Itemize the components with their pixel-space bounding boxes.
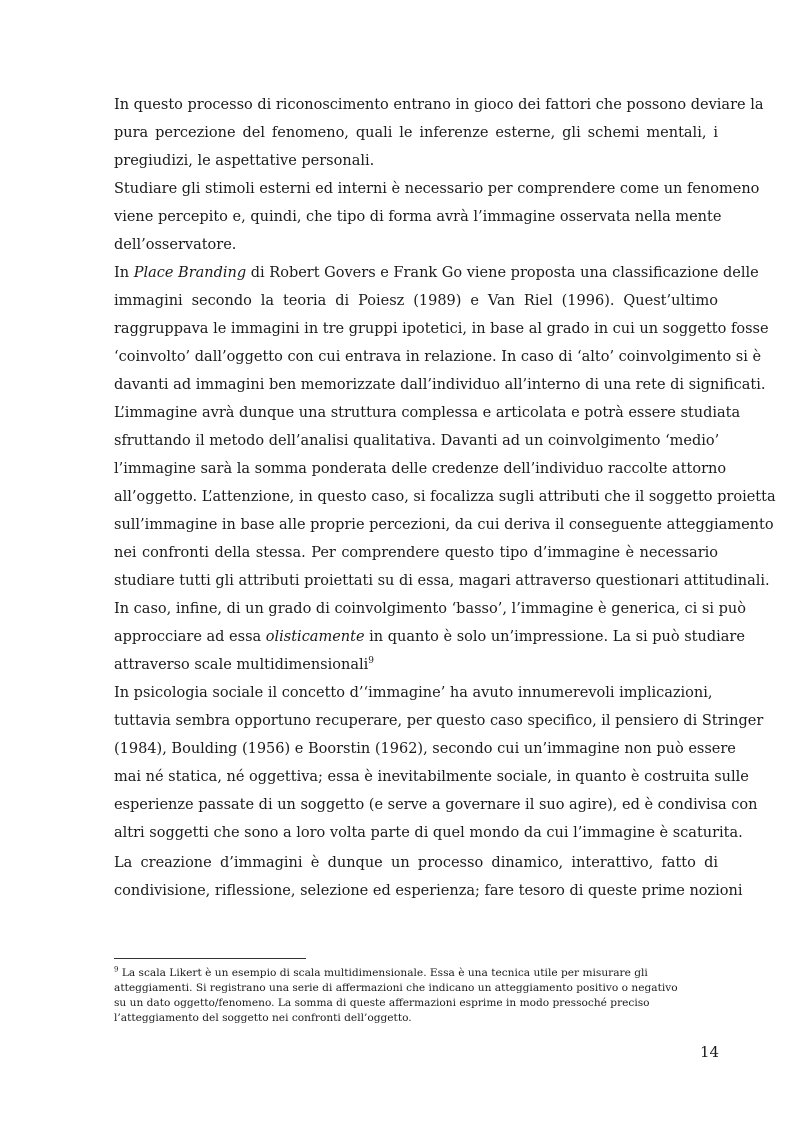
body-line: (1984), Boulding (1956) e Boorstin (1962), secondo cui un’immagine non può essere (114, 741, 736, 757)
line-text: di Robert Govers e Frank Go viene proposta una classificazione delle (246, 265, 759, 281)
body-line: l’immagine sarà la somma ponderata delle credenze dell’individuo raccolte attorno (114, 461, 727, 477)
body-line: tuttavia sembra opportuno recuperare, per questo caso specifico, il pensiero di Stringer (114, 713, 764, 729)
footnote-separator (114, 958, 306, 959)
body-line: L’immagine avrà dunque una struttura complessa e articolata e potrà essere studiata (114, 405, 741, 421)
body-line: In questo processo di riconoscimento entrano in gioco dei fattori che possono deviare la (114, 97, 764, 113)
body-line: mai né statica, né oggettiva; essa è inevitabilmente sociale, in quanto è costruita sulle (114, 769, 749, 785)
body-line: nei confronti della stessa. Per comprendere questo tipo d’immagine è necessario (114, 545, 718, 561)
footnote-number: 9 (114, 965, 119, 974)
line-text: approcciare ad essa (114, 629, 266, 645)
line-text: in quanto è solo un’impressione. La si può studiare (364, 629, 745, 645)
footnote-line: atteggiamenti. Si registrano una serie di affermazioni che indicano un atteggiamento positivo o negativo (114, 982, 678, 994)
body-line (114, 651, 718, 679)
footnote-text: La scala Likert è un esempio di scala multidimensionale. Essa è una tecnica utile per misurare gli (118, 967, 648, 979)
body-line: raggruppava le immagini in tre gruppi ipotetici, in base al grado in cui un soggetto fosse (114, 321, 769, 337)
body-line (114, 259, 759, 287)
footnote-line (114, 966, 724, 981)
body-line: sull’immagine in base alle proprie percezioni, da cui deriva il conseguente atteggiamento (114, 517, 774, 533)
body-line: pregiudizi, le aspettative personali. (114, 153, 375, 169)
footnote-line: l’atteggiamento del soggetto nei confronti dell’oggetto. (114, 1012, 412, 1024)
body-line: viene percepito e, quindi, che tipo di forma avrà l’immagine osservata nella mente (114, 209, 722, 225)
body-line: sfruttando il metodo dell’analisi qualitativa. Davanti ad un coinvolgimento ‘medio’ (114, 433, 720, 449)
page-number: 14 (700, 1043, 720, 1061)
body-line: dell’osservatore. (114, 237, 237, 253)
body-line: altri soggetti che sono a loro volta parte di quel mondo da cui l’immagine è scaturita. (114, 825, 743, 841)
body-line: condivisione, riflessione, selezione ed esperienza; fare tesoro di queste prime nozioni (114, 883, 743, 899)
body-line: Studiare gli stimoli esterni ed interni è necessario per comprendere come un fenomeno (114, 181, 760, 197)
body-line: immagini secondo la teoria di Poiesz (1989) e Van Riel (1996). Quest’ultimo (114, 293, 718, 309)
body-line: La creazione d’immagini è dunque un processo dinamico, interattivo, fatto di (114, 855, 718, 871)
body-line: esperienze passate di un soggetto (e serve a governare il suo agire), ed è condivisa con (114, 797, 758, 813)
body-line: davanti ad immagini ben memorizzate dall’individuo all’interno di una rete di significati. (114, 377, 766, 393)
body-line: studiare tutti gli attributi proiettati su di essa, magari attraverso questionari attitudinali. (114, 573, 770, 589)
footnote-line: su un dato oggetto/fenomeno. La somma di queste affermazioni esprime in modo pressoché preciso (114, 997, 650, 1009)
line-text: attraverso scale multidimensionali (114, 657, 369, 673)
body-line (114, 623, 745, 651)
book-title-italic: Place Branding (133, 265, 247, 281)
body-line: In caso, infine, di un grado di coinvolgimento ‘basso’, l’immagine è generica, ci si può (114, 601, 746, 617)
italic-word: olisticamente (265, 629, 365, 645)
line-text: In (114, 265, 134, 281)
footnote-reference[interactable]: 9 (368, 656, 374, 667)
body-line: pura percezione del fenomeno, quali le inferenze esterne, gli schemi mentali, i (114, 125, 718, 141)
body-line: all’oggetto. L’attenzione, in questo caso, si focalizza sugli attributi che il soggetto proietta (114, 489, 776, 505)
body-line: In psicologia sociale il concetto d’‘immagine’ ha avuto innumerevoli implicazioni, (114, 685, 713, 701)
body-line: ‘coinvolto’ dall’oggetto con cui entrava in relazione. In caso di ‘alto’ coinvolgimento si è (114, 349, 762, 365)
